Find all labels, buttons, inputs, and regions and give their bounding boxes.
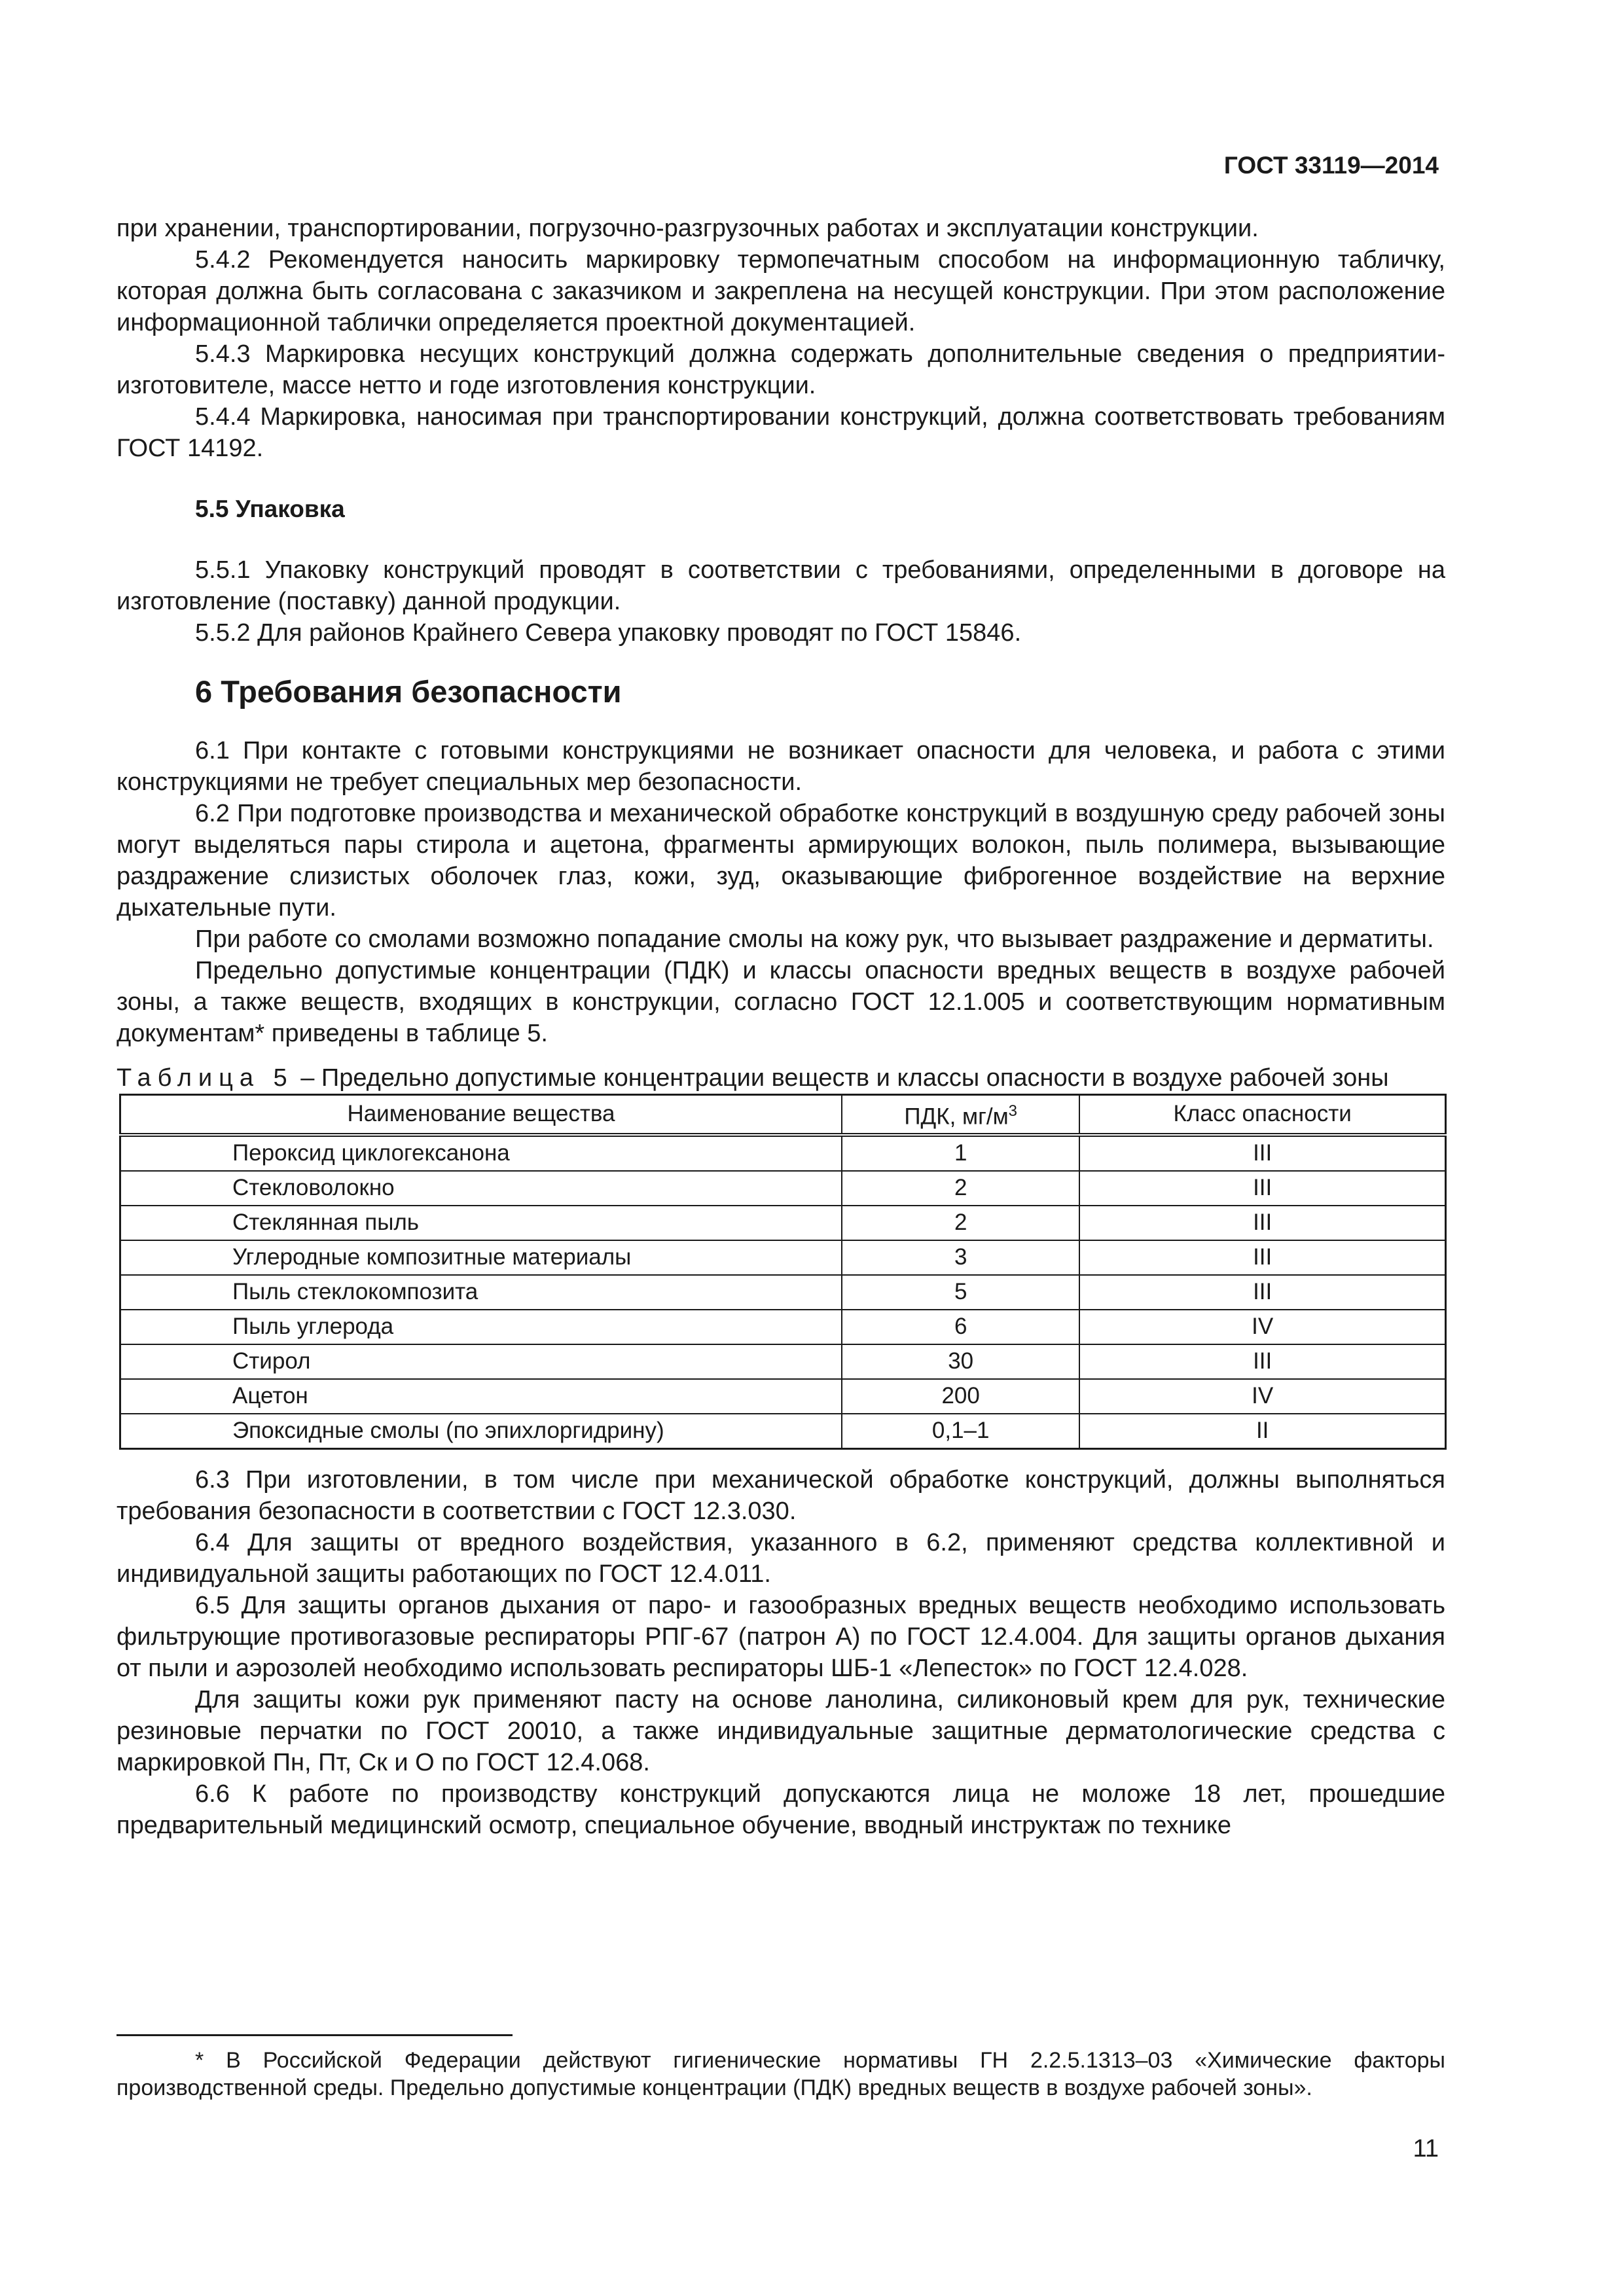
- paragraph-6-5: 6.5 Для защиты органов дыхания от паро- и газообразных вредных веществ необходимо использовать фильтрующие противогазовые респираторы РПГ-67 (патрон А) по ГОСТ 12.4.004. Для защиты органов дыхания от пыли и аэрозолей необходимо использовать респираторы ШБ-1 «Лепесток» по ГОСТ 12.4.028.: [117, 1591, 1445, 1682]
- table-row: [120, 1310, 1446, 1344]
- cell-substance-name: Ацетон: [120, 1379, 842, 1414]
- paragraph-5-5-1: 5.5.1 Упаковку конструкций проводят в соответствии с требованиями, определенными в договоре на изготовление (поставку) данной продукции.: [117, 556, 1445, 615]
- cell-hazard-class: III: [1079, 1275, 1445, 1310]
- cell-substance-name: Пероксид циклогексанона: [120, 1135, 842, 1171]
- cell-hazard-class: III: [1079, 1344, 1445, 1379]
- paragraph-6-2-resins: При работе со смолами возможно попадание смолы на кожу рук, что вызывает раздражение и дерматиты.: [195, 925, 1434, 953]
- cell-pdk-value: 5: [842, 1275, 1079, 1310]
- paragraph-5-4-3: 5.4.3 Маркировка несущих конструкций должна содержать дополнительные сведения о предприятии-изготовителе, массе нетто и годе изготовления конструкции.: [117, 340, 1445, 399]
- cell-hazard-class: III: [1079, 1135, 1445, 1171]
- cell-substance-name: Углеродные композитные материалы: [120, 1240, 842, 1275]
- cell-substance-name: Эпоксидные смолы (по эпихлоргидрину): [120, 1414, 842, 1449]
- paragraph-5-5-2: 5.5.2 Для районов Крайнего Севера упаковку проводят по ГОСТ 15846.: [195, 619, 1022, 647]
- cell-pdk-value: 2: [842, 1206, 1079, 1240]
- substances-table: [119, 1094, 1447, 1450]
- table-caption: [117, 1064, 1445, 1092]
- cell-hazard-class: III: [1079, 1171, 1445, 1206]
- table-body: [120, 1135, 1446, 1449]
- cell-hazard-class: III: [1079, 1240, 1445, 1275]
- cell-hazard-class: IV: [1079, 1310, 1445, 1344]
- subsection-heading-5-5: 5.5 Упаковка: [195, 495, 345, 522]
- cell-pdk-value: 0,1–1: [842, 1414, 1079, 1449]
- cell-substance-name: Стекловолокно: [120, 1171, 842, 1206]
- paragraph-6-3: 6.3 При изготовлении, в том числе при механической обработке конструкций, должны выполняться требования безопасности в соответствии с ГОСТ 12.3.030.: [117, 1465, 1445, 1525]
- paragraph-6-1: 6.1 При контакте с готовыми конструкциями не возникает опасности для человека, и работа с этими конструкциями не требует специальных мер безопасности.: [117, 737, 1445, 796]
- column-header-name: Наименование вещества: [120, 1095, 842, 1135]
- cell-hazard-class: IV: [1079, 1379, 1445, 1414]
- table-row: [120, 1344, 1446, 1379]
- cell-substance-name: Стирол: [120, 1344, 842, 1379]
- table-header-row: [120, 1095, 1446, 1135]
- table-row: [120, 1206, 1446, 1240]
- paragraph-5-4-4: 5.4.4 Маркировка, наносимая при транспортировании конструкций, должна соответствовать требованиям ГОСТ 14192.: [117, 403, 1445, 462]
- paragraph-6-2-pdk: Предельно допустимые концентрации (ПДК) и классы опасности вредных веществ в воздухе рабочей зоны, а также веществ, входящих в конструкции, согласно ГОСТ 12.1.005 и соответствующим нормативным документам* приведены в таблице 5.: [117, 957, 1445, 1047]
- cell-pdk-value: 3: [842, 1240, 1079, 1275]
- section-heading-6: 6 Требования безопасности: [195, 674, 622, 709]
- footnote-separator: [117, 2034, 513, 2036]
- paragraph-6-4: 6.4 Для защиты от вредного воздействия, указанного в 6.2, применяют средства коллективной и индивидуальной защиты работающих по ГОСТ 12.4.011.: [117, 1528, 1445, 1588]
- cell-substance-name: Пыль стеклокомпозита: [120, 1275, 842, 1310]
- cell-hazard-class: III: [1079, 1206, 1445, 1240]
- cell-pdk-value: 200: [842, 1379, 1079, 1414]
- cell-pdk-value: 6: [842, 1310, 1079, 1344]
- page-body: [117, 213, 1445, 1841]
- cell-pdk-value: 1: [842, 1135, 1079, 1171]
- table-row: [120, 1171, 1446, 1206]
- paragraph-6-5-skin: Для защиты кожи рук применяют пасту на основе ланолина, силиконовый крем для рук, технические резиновые перчатки по ГОСТ 20010, а также индивидуальные защитные дерматологические средства с маркировкой Пн, Пт, Ск и О по ГОСТ 12.4.068.: [117, 1685, 1445, 1776]
- cell-substance-name: Пыль углерода: [120, 1310, 842, 1344]
- table-row: [120, 1414, 1446, 1449]
- cell-pdk-value: 2: [842, 1171, 1079, 1206]
- cell-pdk-value: 30: [842, 1344, 1079, 1379]
- cell-substance-name: Стеклянная пыль: [120, 1206, 842, 1240]
- table-row: [120, 1135, 1446, 1171]
- paragraph-5-4-2: 5.4.2 Рекомендуется наносить маркировку термопечатным способом на информационную табличку, которая должна быть согласована с заказчиком и закреплена на несущей конструкции. При этом расположение информационной таблички определяется проектной документацией.: [117, 246, 1445, 336]
- table-row: [120, 1240, 1446, 1275]
- table-caption-label: Таблица 5: [117, 1064, 294, 1092]
- paragraph-6-2: 6.2 При подготовке производства и механической обработке конструкций в воздушную среду рабочей зоны могут выделяться пары стирола и ацетона, фрагменты армирующих волокон, пыль полимера, вызывающие раздражение слизистых оболочек глаз, кожи, зуд, оказывающие фиброгенное воздействие на верхние дыхательные пути.: [117, 800, 1445, 922]
- column-header-class: Класс опасности: [1079, 1095, 1445, 1135]
- cell-hazard-class: II: [1079, 1414, 1445, 1449]
- paragraph-6-6: 6.6 К работе по производству конструкций допускаются лица не моложе 18 лет, прошедшие предварительный медицинский осмотр, специальное обучение, вводный инструктаж по технике: [117, 1780, 1445, 1839]
- document-code-header: ГОСТ 33119—2014: [1223, 152, 1439, 179]
- footnote: * В Российской Федерации действуют гигиенические нормативы ГН 2.2.5.1313–03 «Химические факторы производственной среды. Предельно допустимые концентрации (ПДК) вредных веществ в воздухе рабочей зоны».: [117, 2048, 1445, 2100]
- superscript-three: 3: [1008, 1102, 1017, 1120]
- column-header-pdk: ПДК, $мг/м^3$: [842, 1095, 1079, 1135]
- table-row: [120, 1379, 1446, 1414]
- paragraph-continuation: при хранении, транспортировании, погрузочно-разгрузочных работах и эксплуатации конструкции.: [117, 215, 1259, 242]
- page-number: 11: [1413, 2135, 1439, 2162]
- table-caption-text: – Предельно допустимые концентрации веществ и классы опасности в воздухе рабочей зоны: [293, 1064, 1389, 1092]
- table-row: [120, 1275, 1446, 1310]
